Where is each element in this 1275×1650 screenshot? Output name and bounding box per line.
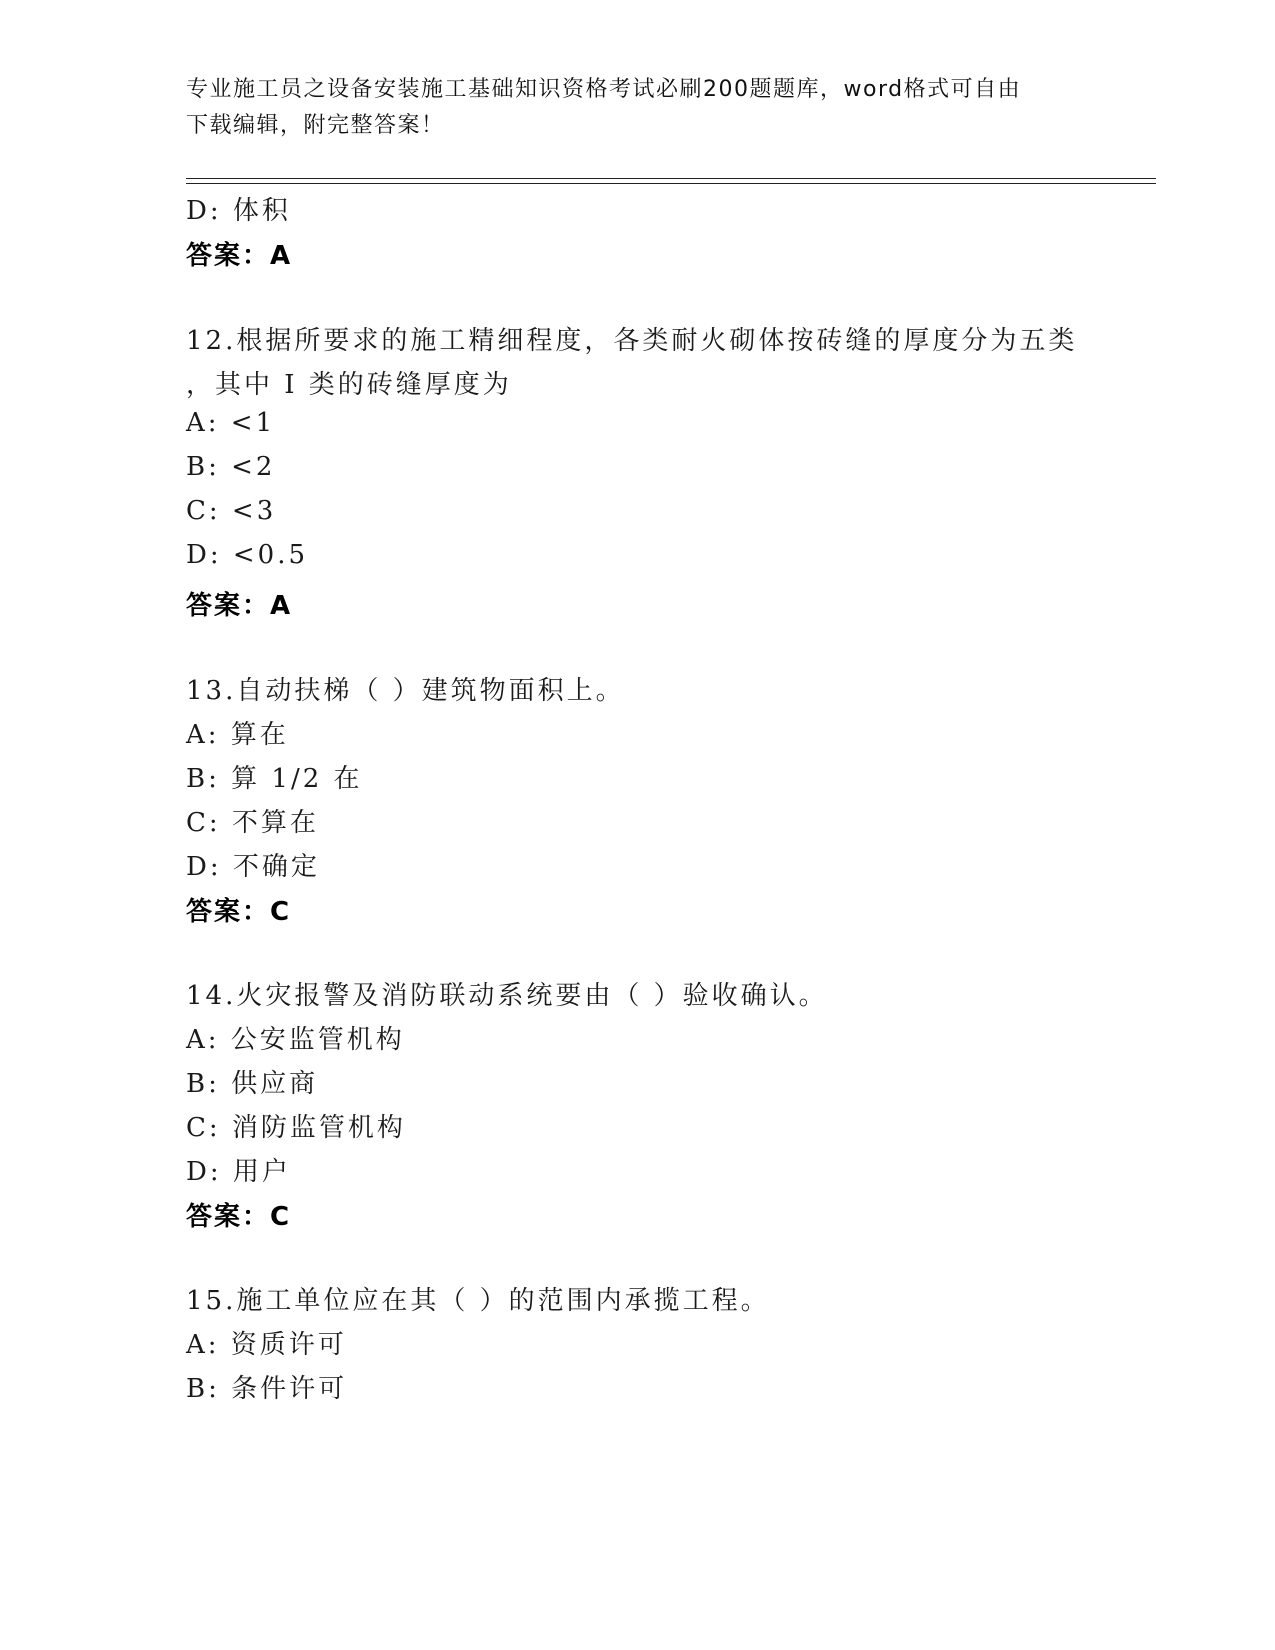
question-stem-continued: ，其中 I 类的砖缝厚度为 (186, 370, 512, 400)
answer-label: 答案：C (186, 897, 292, 927)
question-stem: 12.根据所要求的施工精细程度，各类耐火砌体按砖缝的厚度分为五类 (186, 326, 1078, 356)
option-b: B: 条件许可 (186, 1374, 348, 1404)
header-divider-top (186, 178, 1156, 179)
option-b: B: 算 1/2 在 (186, 764, 363, 794)
option-d: D: 体积 (186, 196, 291, 226)
question-stem: 14.火灾报警及消防联动系统要由（ ）验收确认。 (186, 981, 828, 1011)
header-line-2: 下载编辑，附完整答案！ (186, 113, 445, 138)
answer-label: 答案：C (186, 1202, 292, 1232)
question-stem: 13.自动扶梯（ ）建筑物面积上。 (186, 676, 625, 706)
header-line-1: 专业施工员之设备安装施工基础知识资格考试必刷200题题库，word格式可自由 (186, 77, 1022, 102)
option-b: B: <2 (186, 452, 276, 482)
answer-label: 答案：A (186, 591, 293, 621)
option-c: C: 不算在 (186, 808, 319, 838)
option-b: B: 供应商 (186, 1069, 319, 1099)
option-a: A: <1 (186, 408, 276, 438)
header-divider-bottom (186, 183, 1156, 184)
option-a: A: 资质许可 (186, 1330, 347, 1360)
option-a: A: 公安监管机构 (186, 1025, 405, 1055)
document-header (186, 72, 1086, 144)
option-a: A: 算在 (186, 720, 289, 750)
option-c: C: 消防监管机构 (186, 1113, 406, 1143)
option-c: C: <3 (186, 496, 277, 526)
option-d: D: 不确定 (186, 852, 320, 882)
question-stem: 15.施工单位应在其（ ）的范围内承揽工程。 (186, 1286, 770, 1316)
answer-label: 答案：A (186, 241, 293, 271)
option-d: D: <0.5 (186, 540, 309, 570)
option-d: D: 用户 (186, 1157, 291, 1187)
